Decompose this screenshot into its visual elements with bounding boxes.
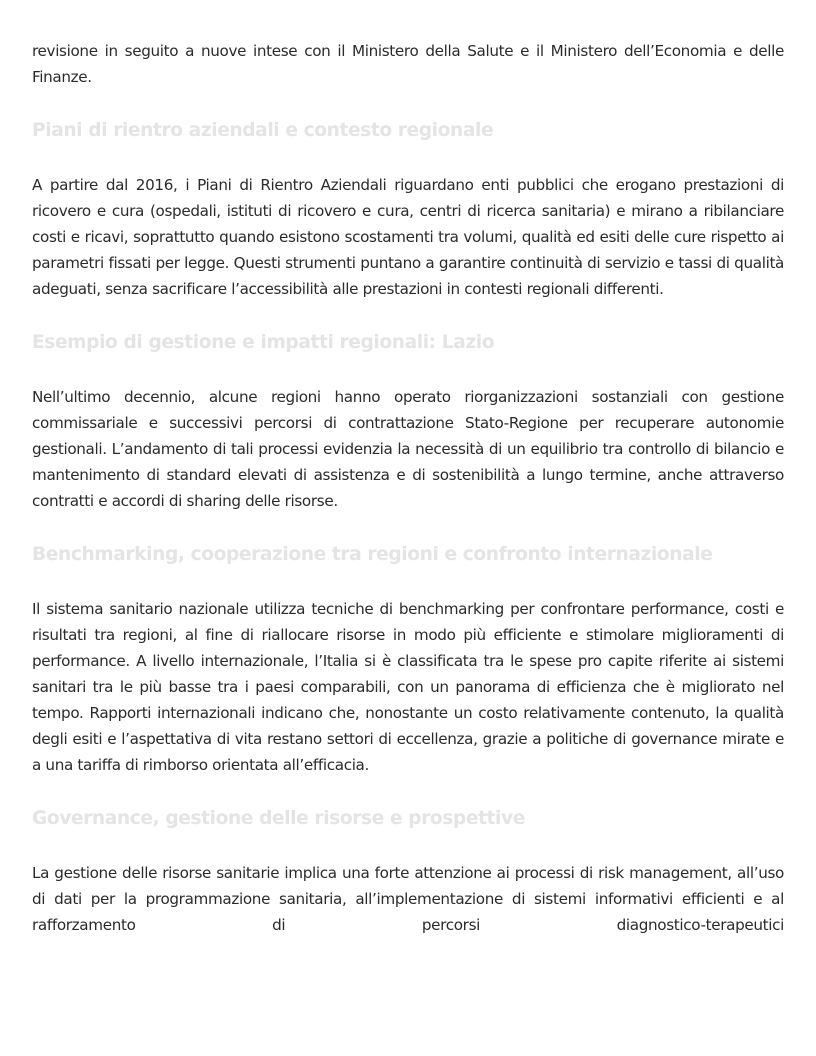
section-heading-governance: Governance, gestione delle risorse e prospettive [32,808,525,829]
document-page [32,38,784,938]
section-heading-piani-di-rientro: Piani di rientro aziendali e contesto regionale [32,120,494,141]
section-paragraph-governance: La gestione delle risorse sanitarie implica una forte attenzione ai processi di risk management, all’uso di dati per la programmazione sanitaria, all’implementazione di sistemi informativi efficienti e al rafforzamento di percorsi diagnostico-terapeutici [32,864,784,934]
section-heading-benchmarking: Benchmarking, cooperazione tra regioni e confronto internazionale [32,544,713,565]
section-paragraph-benchmarking: Il sistema sanitario nazionale utilizza tecniche di benchmarking per confrontare performance, costi e risultati tra regioni, al fine di riallocare risorse in modo più efficiente e stimolare miglioramenti di performance. A livello internazionale, l’Italia si è classificata tra le spese pro capite riferite ai sistemi sanitari tra le più basse tra i paesi comparabili, con un panorama di efficienza che è migliorato nel tempo. Rapporti internazionali indicano che, nonostante un costo relativamente contenuto, la qualità degli esiti e l’aspettativa di vita restano settori di eccellenza, grazie a politiche di governance mirate e a una tariffa di rimborso orientata all’efficacia. [32,600,784,774]
intro-paragraph: revisione in seguito a nuove intese con il Ministero della Salute e il Ministero dell’Economia e delle Finanze. [32,42,784,86]
section-heading-lazio: Esempio di gestione e impatti regionali: Lazio [32,332,495,353]
section-paragraph-piani-di-rientro: A partire dal 2016, i Piani di Rientro Aziendali riguardano enti pubblici che erogano prestazioni di ricovero e cura (ospedali, istituti di ricovero e cura, centri di ricerca sanitaria) e mirano a ribilanciare costi e ricavi, soprattutto quando esistono scostamenti tra volumi, qualità ed esiti delle cure rispetto ai parametri fissati per legge. Questi strumenti puntano a garantire continuità di servizio e tassi di qualità adeguati, senza sacrificare l’accessibilità alle prestazioni in contesti regionali differenti. [32,176,784,298]
section-paragraph-lazio: Nell’ultimo decennio, alcune regioni hanno operato riorganizzazioni sostanziali con gestione commissariale e successivi percorsi di contrattazione Stato-Regione per recuperare autonomie gestionali. L’andamento di tali processi evidenzia la necessità di un equilibrio tra controllo di bilancio e mantenimento di standard elevati di assistenza e di sostenibilità a lungo termine, anche attraverso contratti e accordi di sharing delle risorse. [32,388,784,510]
